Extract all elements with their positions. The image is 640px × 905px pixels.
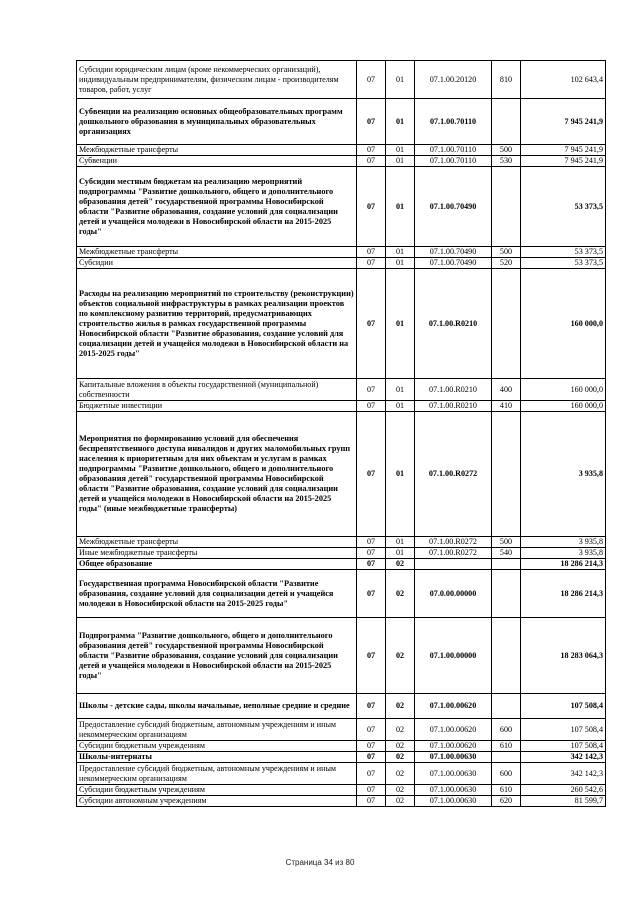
row-name: Субвенции [77,156,357,167]
row-rz: 07 [357,412,386,537]
table-row [77,412,606,537]
table-row [77,537,606,548]
row-csr: 07.1.00.70110 [415,145,492,156]
row-vr [492,269,521,379]
row-pr: 02 [386,752,415,763]
row-csr: 07.1.00.70490 [415,167,492,247]
row-csr: 07.1.00.70110 [415,99,492,145]
row-pr: 01 [386,269,415,379]
row-name: Субсидии бюджетным учреждениям [77,741,357,752]
row-pr: 02 [386,763,415,785]
row-csr: 07.1.00.00620 [415,741,492,752]
row-pr: 01 [386,412,415,537]
row-sum: 7 945 241,9 [521,99,606,145]
row-sum: 7 945 241,9 [521,145,606,156]
row-vr [492,99,521,145]
row-rz: 07 [357,618,386,694]
table-row [77,61,606,99]
row-sum: 7 945 241,9 [521,156,606,167]
row-name: Субвенции на реализацию основных общеобразовательных программ дошкольного образования в муниципальных образовательных организациях [77,99,357,145]
row-name: Иные межбюджетные трансферты [77,548,357,559]
row-name: Мероприятия по формированию условий для обеспечения беспрепятственного доступа инвалидов и других маломобильных групп населения к приоритетным для них объектам и услугам в рамках подпрограммы "Развитие дошкольного, общего и дополнительного образования детей" государственной программы Новосибирской области "Развитие образования, создание условий для социализации детей и учащейся молодежи в Новосибирской области на 2015-2025 годы" (иные межбюджетные трансферты) [77,412,357,537]
row-vr [492,167,521,247]
row-vr [492,694,521,719]
row-rz: 07 [357,61,386,99]
row-pr: 01 [386,61,415,99]
row-pr: 01 [386,548,415,559]
row-csr: 07.1.00.00630 [415,752,492,763]
row-csr: 07.1.00.00620 [415,719,492,741]
row-csr: 07.1.00.R0210 [415,379,492,401]
row-rz: 07 [357,247,386,258]
table-row [77,741,606,752]
row-pr: 01 [386,156,415,167]
row-vr: 810 [492,61,521,99]
table-row [77,570,606,618]
row-pr: 02 [386,741,415,752]
row-sum: 53 373,5 [521,247,606,258]
row-vr [492,559,521,570]
row-vr [492,752,521,763]
budget-table-body [77,61,606,807]
row-pr: 01 [386,247,415,258]
table-row [77,156,606,167]
row-name: Бюджетные инвестиции [77,401,357,412]
row-vr: 600 [492,763,521,785]
row-sum: 102 643,4 [521,61,606,99]
row-csr: 07.1.00.20120 [415,61,492,99]
row-rz: 07 [357,694,386,719]
row-rz: 07 [357,167,386,247]
row-pr: 02 [386,694,415,719]
row-vr: 610 [492,785,521,796]
row-csr: 07.1.00.R0210 [415,269,492,379]
row-rz: 07 [357,401,386,412]
row-name: Предоставление субсидий бюджетным, автономным учреждениям и иным некоммерческим организациям [77,719,357,741]
row-csr: 07.1.00.70110 [415,156,492,167]
row-rz: 07 [357,269,386,379]
row-rz: 07 [357,785,386,796]
row-rz: 07 [357,796,386,807]
row-sum: 3 935,8 [521,537,606,548]
row-vr [492,570,521,618]
row-sum: 81 599,7 [521,796,606,807]
row-vr: 610 [492,741,521,752]
table-row [77,694,606,719]
row-name: Государственная программа Новосибирской области "Развитие образования, создание условий для социализации детей и учащейся молодежи в Новосибирской области на 2015-2025 годы" [77,570,357,618]
row-name: Субсидии автономным учреждениям [77,796,357,807]
row-sum: 160 000,0 [521,401,606,412]
table-row [77,379,606,401]
row-name: Общее образование [77,559,357,570]
row-pr: 01 [386,258,415,269]
row-rz: 07 [357,145,386,156]
row-csr [415,559,492,570]
row-pr: 02 [386,796,415,807]
row-csr: 07.1.00.00000 [415,618,492,694]
table-row [77,618,606,694]
row-sum: 18 283 064,3 [521,618,606,694]
row-sum: 107 508,4 [521,694,606,719]
row-pr: 01 [386,145,415,156]
row-rz: 07 [357,379,386,401]
table-row [77,559,606,570]
row-csr: 07.1.00.00630 [415,785,492,796]
row-csr: 07.1.00.R0272 [415,548,492,559]
row-pr: 01 [386,379,415,401]
row-pr: 01 [386,167,415,247]
row-sum: 107 508,4 [521,719,606,741]
row-sum: 342 142,3 [521,752,606,763]
table-row [77,548,606,559]
table-row [77,719,606,741]
row-rz: 07 [357,570,386,618]
row-vr: 540 [492,548,521,559]
table-row [77,785,606,796]
row-sum: 342 142,3 [521,763,606,785]
row-name: Межбюджетные трансферты [77,145,357,156]
row-pr: 01 [386,99,415,145]
row-sum: 18 286 214,3 [521,559,606,570]
row-vr: 410 [492,401,521,412]
row-csr: 07.1.00.00630 [415,796,492,807]
row-sum: 18 286 214,3 [521,570,606,618]
row-rz: 07 [357,258,386,269]
row-pr: 02 [386,785,415,796]
row-vr: 600 [492,719,521,741]
row-name: Межбюджетные трансферты [77,537,357,548]
row-rz: 07 [357,537,386,548]
row-csr: 07.1.00.R0272 [415,537,492,548]
row-vr: 620 [492,796,521,807]
row-pr: 02 [386,719,415,741]
row-sum: 160 000,0 [521,379,606,401]
row-sum: 3 935,8 [521,412,606,537]
row-vr: 520 [492,258,521,269]
table-row [77,145,606,156]
row-csr: 07.1.00.R0210 [415,401,492,412]
row-name: Расходы на реализацию мероприятий по строительству (реконструкции) объектов социальной инфраструктуры в рамках реализации проектов по комплексному развитию территорий, предусматривающих строительство жилья в рамках государственной программы Новосибирской области "Развитие образования, создание условий для социализации детей и учащейся молодежи в Новосибирской области на 2015-2025 годы" [77,269,357,379]
table-row [77,167,606,247]
row-sum: 3 935,8 [521,548,606,559]
table-row [77,99,606,145]
row-pr: 01 [386,537,415,548]
table-row [77,796,606,807]
row-pr: 02 [386,618,415,694]
table-row [77,763,606,785]
row-vr: 400 [492,379,521,401]
table-row [77,258,606,269]
row-vr [492,412,521,537]
row-rz: 07 [357,719,386,741]
row-sum: 53 373,5 [521,167,606,247]
table-row [77,752,606,763]
row-name: Капитальные вложения в объекты государственной (муниципальной) собственности [77,379,357,401]
row-rz: 07 [357,752,386,763]
row-name: Подпрограмма "Развитие дошкольного, общего и дополнительного образования детей" государственной программы Новосибирской области "Развитие образования, создание условий для социализации детей и учащейся молодежи в Новосибирской области на 2015-2025 годы" [77,618,357,694]
row-name: Субсидии юридическим лицам (кроме некоммерческих организаций), индивидуальным предпринимателям, физическим лицам - производителям товаров, работ, услуг [77,61,357,99]
row-pr: 02 [386,559,415,570]
row-sum: 260 542,6 [521,785,606,796]
row-name: Субсидии местным бюджетам на реализацию мероприятий подпрограммы "Развитие дошкольного, общего и дополнительного образования детей" государственной программы Новосибирской области "Развитие образования, создание условий для социализации детей и учащейся молодежи в Новосибирской области на 2015-2025 годы" [77,167,357,247]
row-pr: 02 [386,570,415,618]
row-vr: 500 [492,247,521,258]
row-csr: 07.1.00.R0272 [415,412,492,537]
row-name: Школы-интернаты [77,752,357,763]
row-name: Школы - детские сады, школы начальные, неполные средние и средние [77,694,357,719]
row-csr: 07.1.00.70490 [415,258,492,269]
row-csr: 07.1.00.00630 [415,763,492,785]
row-sum: 107 508,4 [521,741,606,752]
row-name: Субсидии бюджетным учреждениям [77,785,357,796]
budget-table [76,60,606,807]
page-footer: Страница 34 из 80 [285,858,355,867]
row-name: Предоставление субсидий бюджетным, автономным учреждениям и иным некоммерческим организациям [77,763,357,785]
row-vr [492,618,521,694]
row-rz: 07 [357,156,386,167]
row-name: Межбюджетные трансферты [77,247,357,258]
table-row [77,269,606,379]
row-rz: 07 [357,548,386,559]
row-vr: 500 [492,145,521,156]
row-sum: 160 000,0 [521,269,606,379]
row-rz: 07 [357,559,386,570]
row-rz: 07 [357,99,386,145]
row-csr: 07.0.00.00000 [415,570,492,618]
row-rz: 07 [357,741,386,752]
row-sum: 53 373,5 [521,258,606,269]
row-rz: 07 [357,763,386,785]
table-row [77,247,606,258]
row-vr: 530 [492,156,521,167]
row-vr: 500 [492,537,521,548]
table-row [77,401,606,412]
row-csr: 07.1.00.70490 [415,247,492,258]
row-csr: 07.1.00.00620 [415,694,492,719]
row-name: Субсидии [77,258,357,269]
row-pr: 01 [386,401,415,412]
